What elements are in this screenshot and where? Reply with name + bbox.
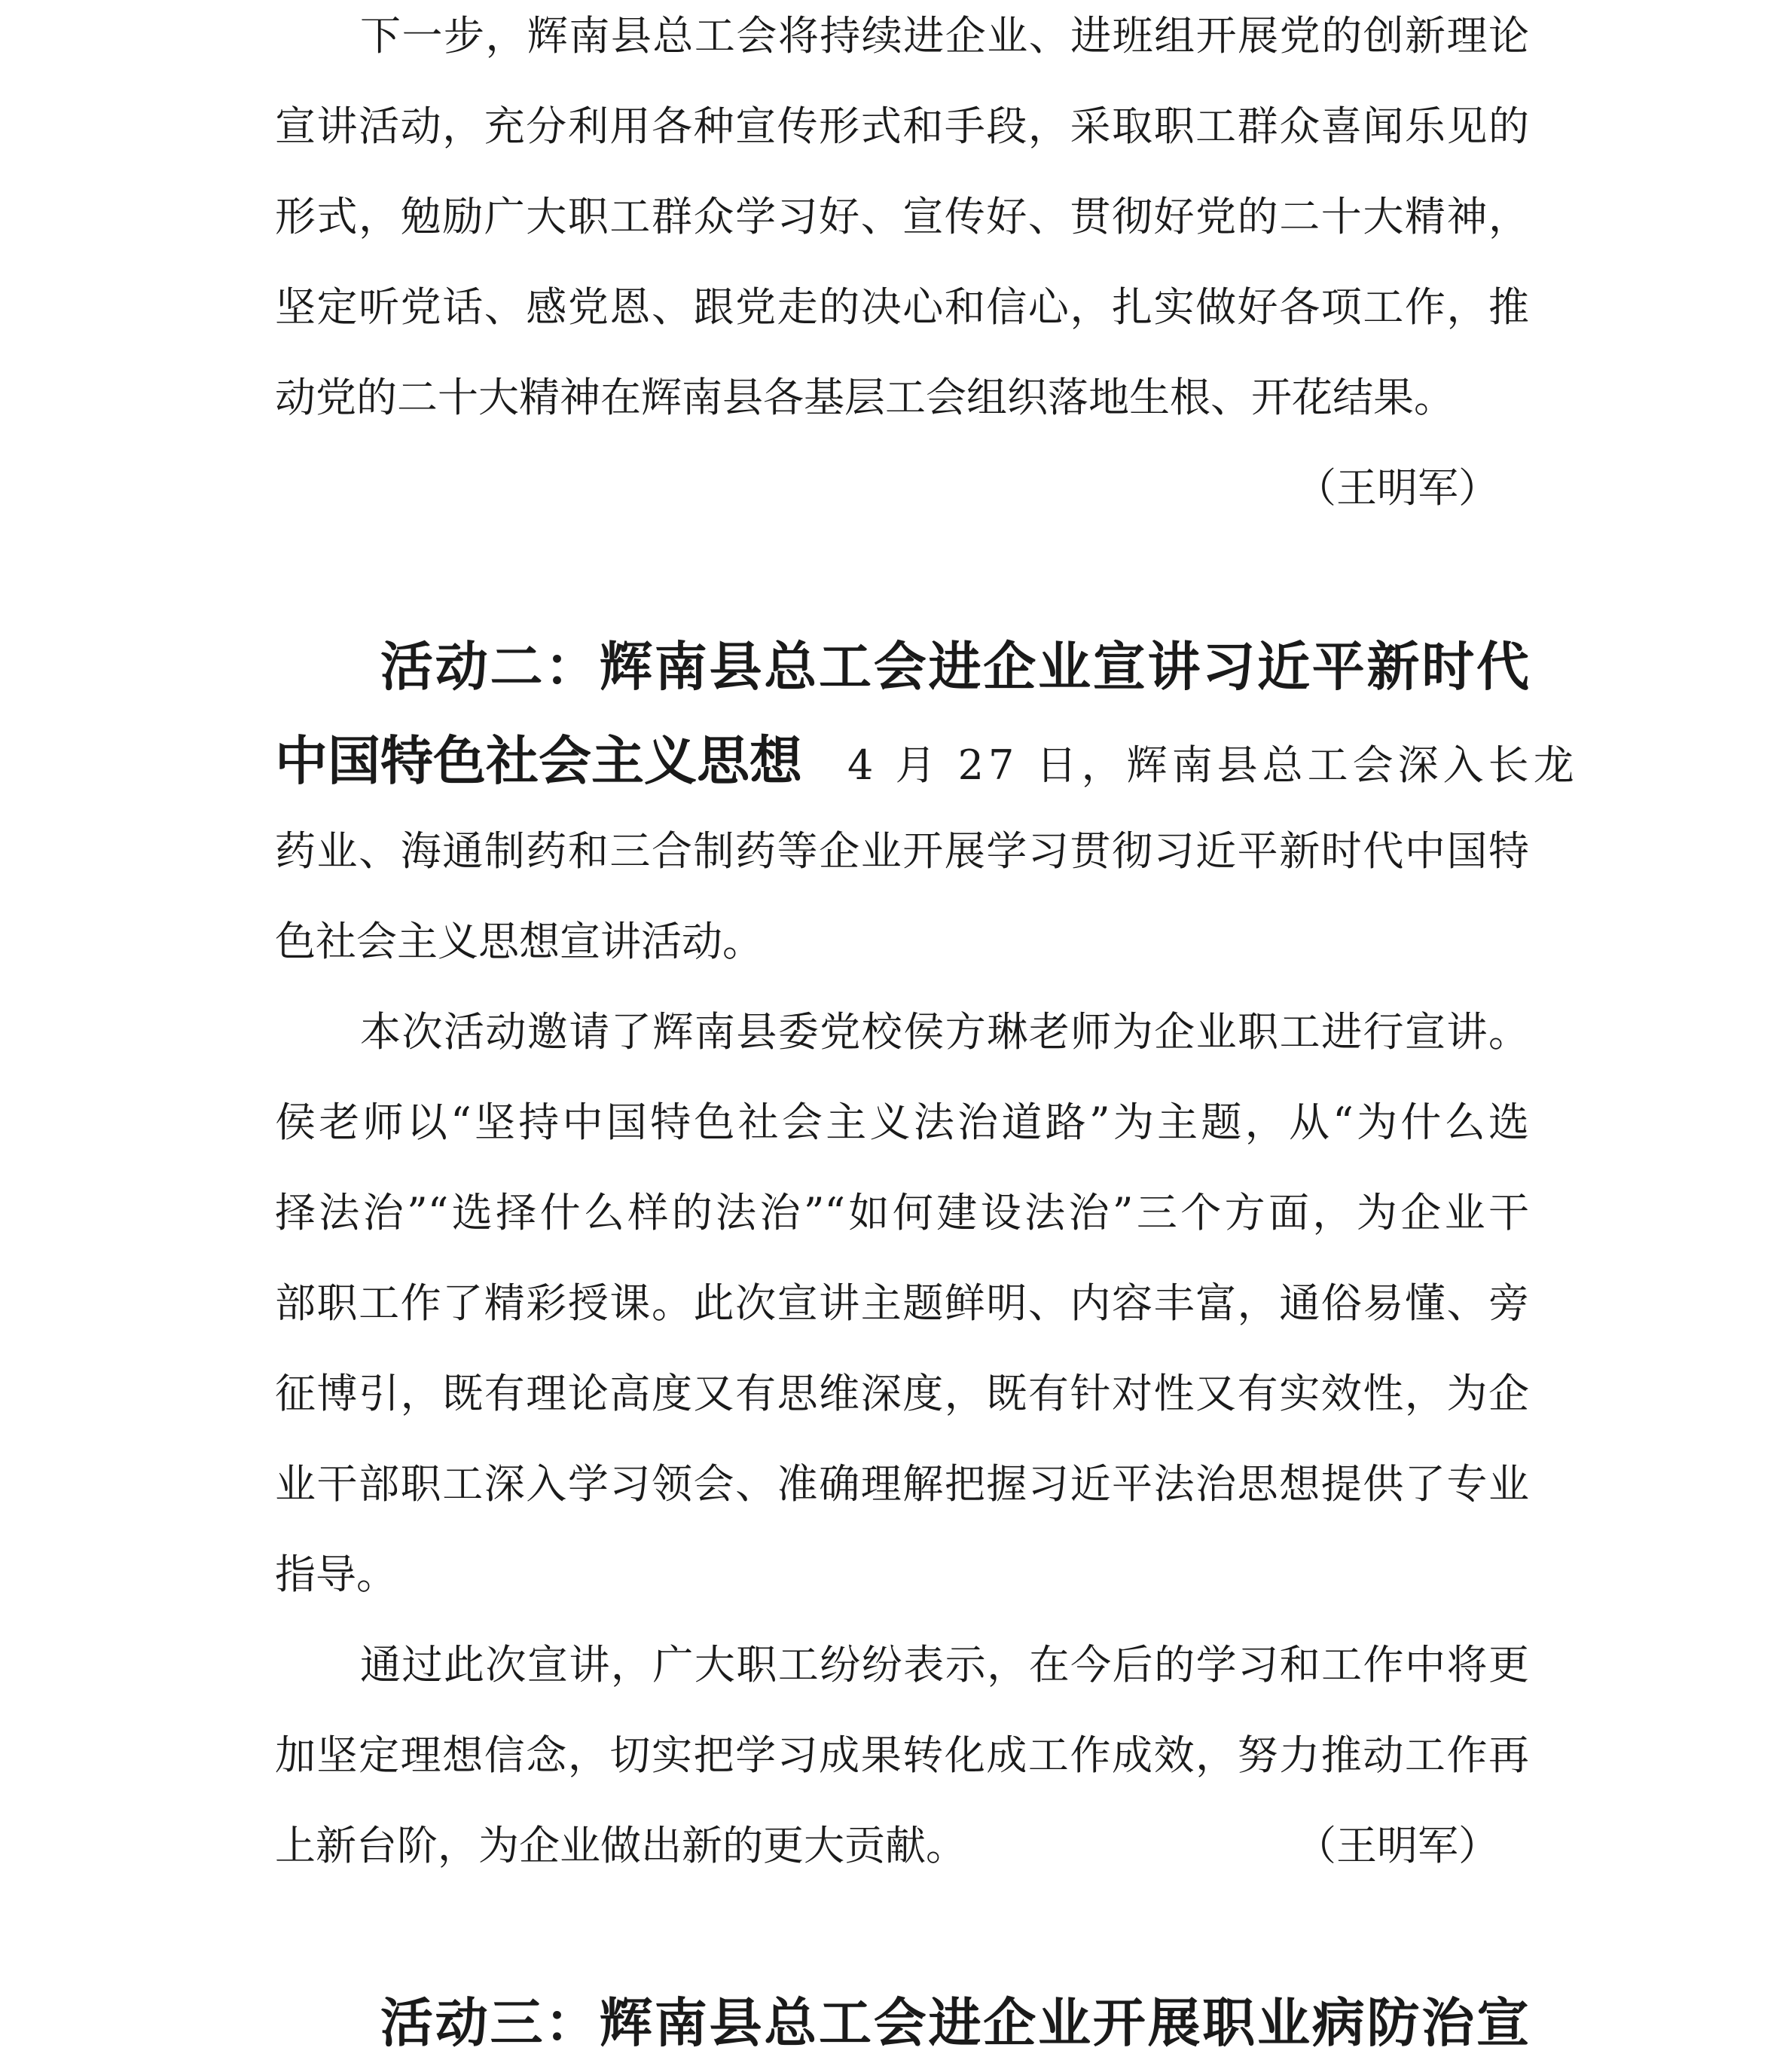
text-line: 宣讲活动，充分利用各种宣传形式和手段，采取职工群众喜闻乐见的 [275,102,1529,150]
text-line: 侯老师以“坚持中国特色社会主义法治道路”为主题，从“为什么选 [275,1099,1529,1146]
text-line: 业干部职工深入学习领会、准确理解把握习近平法治思想提供了专业 [275,1460,1529,1508]
text-line: 下一步，辉南县总工会将持续进企业、进班组开展党的创新理论 [360,12,1529,60]
text-line: 上新台阶，为企业做出新的更大贡献。 [275,1822,966,1869]
text-line: 形式，勉励广大职工群众学习好、宣传好、贯彻好党的二十大精神， [275,193,1529,240]
text-line: 坚定听党话、感党恩、跟党走的决心和信心，扎实做好各项工作，推 [275,283,1529,331]
author-signature: （王明军） [1296,464,1499,512]
text-line: 指导。 [275,1551,397,1598]
text-line: 动党的二十大精神在辉南县各基层工会组织落地生根、开花结果。 [275,374,1455,421]
author-signature: （王明军） [1296,1822,1499,1869]
text-line: 征博引，既有理论高度又有思维深度，既有针对性又有实效性，为企 [275,1370,1529,1417]
section-heading-continued: 中国特色社会主义思想 [275,729,802,792]
text-line: 通过此次宣讲，广大职工纷纷表示，在今后的学习和工作中将更 [360,1641,1529,1688]
text-line: 加坚定理想信念，切实把学习成果转化成工作成效，努力推动工作再 [275,1731,1529,1779]
text-line: 色社会主义思想宣讲活动。 [275,918,763,965]
text-fragment: 4 月 27 日，辉南县总工会深入长龙 [847,741,1579,789]
section-heading: 活动二：辉南县总工会进企业宣讲习近平新时代 [380,635,1529,698]
section-2 [275,618,1579,1891]
text-line: 择法治”“选择什么样的法治”“如何建设法治”三个方面，为企业干 [275,1189,1529,1236]
heading-and-intro-line [275,716,1579,806]
text-line: 本次活动邀请了辉南县委党校侯方琳老师为企业职工进行宣讲。 [360,1008,1529,1056]
section-heading: 活动三：辉南县总工会进企业开展职业病防治宣 [380,1991,1529,2054]
text-line: 部职工作了精彩授课。此次宣讲主题鲜明、内容丰富，通俗易懂、旁 [275,1279,1529,1327]
section-1-paragraph [275,0,1529,533]
text-line: 药业、海通制药和三合制药等企业开展学习贯彻习近平新时代中国特 [275,827,1529,875]
closing-line [275,1801,1529,1891]
